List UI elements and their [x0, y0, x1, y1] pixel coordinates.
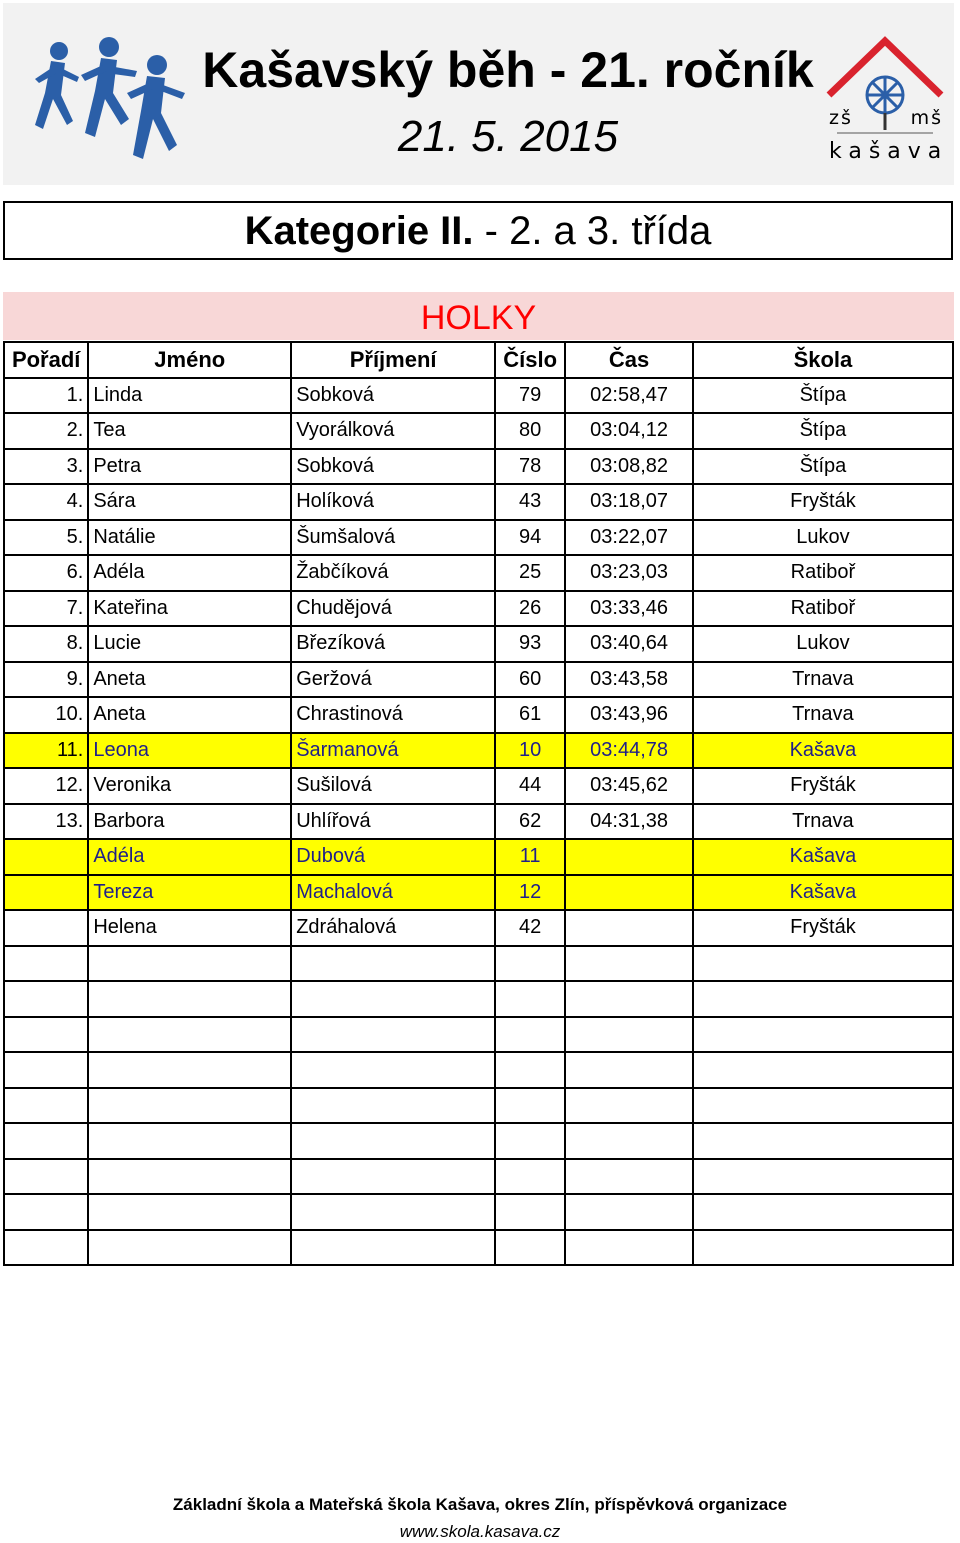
cell-poradi: [4, 981, 88, 1017]
cell-poradi: [4, 1017, 88, 1053]
cell-jmeno: Veronika: [88, 768, 291, 804]
cell-cas: 03:23,03: [565, 555, 693, 591]
cell-cas: [565, 981, 693, 1017]
cell-cas: 03:43,96: [565, 697, 693, 733]
table-row: [4, 626, 953, 662]
page-title: [193, 41, 823, 99]
cell-prijmeni: Vyorálková: [291, 413, 495, 449]
table-row: [4, 520, 953, 556]
cell-prijmeni: [291, 1123, 495, 1159]
runners-icon: [21, 33, 191, 168]
results-table: [3, 341, 954, 1266]
cell-skola: Ratiboř: [693, 555, 953, 591]
cell-skola: [693, 1159, 953, 1195]
cell-poradi: 10.: [4, 697, 88, 733]
cell-skola: Trnava: [693, 697, 953, 733]
table-row: [4, 662, 953, 698]
cell-cas: [565, 1017, 693, 1053]
cell-skola: Ratiboř: [693, 591, 953, 627]
cell-cislo: 60: [495, 662, 565, 698]
cell-skola: Fryšták: [693, 768, 953, 804]
cell-cislo: 26: [495, 591, 565, 627]
cell-cislo: [495, 1088, 565, 1124]
cell-skola: Kašava: [693, 733, 953, 769]
table-row: [4, 484, 953, 520]
cell-prijmeni: Zdráhalová: [291, 910, 495, 946]
table-row: [4, 1230, 953, 1266]
column-header-cislo: Číslo: [495, 342, 565, 378]
table-row: [4, 946, 953, 982]
cell-cas: 03:18,07: [565, 484, 693, 520]
table-row: [4, 697, 953, 733]
cell-prijmeni: Sobková: [291, 449, 495, 485]
cell-skola: Fryšták: [693, 484, 953, 520]
cell-prijmeni: [291, 1052, 495, 1088]
cell-cislo: [495, 1194, 565, 1230]
cell-poradi: [4, 875, 88, 911]
table-row: [4, 804, 953, 840]
table-row: [4, 1052, 953, 1088]
column-header-jmeno: Jméno: [88, 342, 291, 378]
cell-jmeno: [88, 1052, 291, 1088]
cell-prijmeni: Žabčíková: [291, 555, 495, 591]
cell-poradi: 13.: [4, 804, 88, 840]
cell-cislo: 44: [495, 768, 565, 804]
cell-prijmeni: Šumšalová: [291, 520, 495, 556]
cell-poradi: 7.: [4, 591, 88, 627]
cell-poradi: [4, 1088, 88, 1124]
cell-prijmeni: [291, 1159, 495, 1195]
cell-skola: Kašava: [693, 875, 953, 911]
table-row: [4, 1159, 953, 1195]
cell-skola: Štípa: [693, 449, 953, 485]
results-body: [4, 378, 953, 1266]
cell-cas: 03:40,64: [565, 626, 693, 662]
table-row: [4, 1088, 953, 1124]
cell-skola: Štípa: [693, 378, 953, 414]
cell-jmeno: Adéla: [88, 839, 291, 875]
cell-prijmeni: Uhlířová: [291, 804, 495, 840]
cell-skola: Kašava: [693, 839, 953, 875]
cell-prijmeni: [291, 1230, 495, 1266]
cell-prijmeni: Chrastinová: [291, 697, 495, 733]
cell-jmeno: [88, 1088, 291, 1124]
cell-cas: [565, 946, 693, 982]
cell-cas: [565, 1194, 693, 1230]
table-row: [4, 413, 953, 449]
cell-skola: Štípa: [693, 413, 953, 449]
cell-skola: [693, 981, 953, 1017]
table-row: [4, 449, 953, 485]
cell-jmeno: Helena: [88, 910, 291, 946]
cell-skola: Trnava: [693, 662, 953, 698]
header-banner: [3, 3, 954, 185]
school-logo: [825, 35, 949, 165]
cell-cislo: 80: [495, 413, 565, 449]
footer-school: Základní škola a Mateřská škola Kašava, okres Zlín, příspěvková organizace: [172, 1495, 788, 1514]
cell-cas: 03:22,07: [565, 520, 693, 556]
table-row: [4, 555, 953, 591]
cell-prijmeni: Sušilová: [291, 768, 495, 804]
cell-cas: [565, 875, 693, 911]
cell-prijmeni: Sobková: [291, 378, 495, 414]
table-row: [4, 591, 953, 627]
cell-jmeno: Aneta: [88, 662, 291, 698]
cell-poradi: [4, 1123, 88, 1159]
cell-prijmeni: Geržová: [291, 662, 495, 698]
table-row: [4, 378, 953, 414]
cell-skola: [693, 1052, 953, 1088]
cell-jmeno: Natálie: [88, 520, 291, 556]
cell-skola: [693, 1123, 953, 1159]
cell-prijmeni: Šarmanová: [291, 733, 495, 769]
cell-cas: 03:45,62: [565, 768, 693, 804]
cell-cas: 04:31,38: [565, 804, 693, 840]
footer-web-link[interactable]: www.skola.kasava.cz: [399, 1522, 561, 1541]
cell-skola: [693, 1230, 953, 1266]
table-row: [4, 1123, 953, 1159]
cell-poradi: 4.: [4, 484, 88, 520]
group-title: HOLKY: [3, 292, 954, 340]
cell-poradi: 6.: [4, 555, 88, 591]
table-row: [4, 981, 953, 1017]
cell-cislo: [495, 1230, 565, 1266]
cell-cislo: 11: [495, 839, 565, 875]
column-header-skola: Škola: [693, 342, 953, 378]
cell-prijmeni: [291, 946, 495, 982]
table-row: [4, 839, 953, 875]
logo-text-bottom: kašava: [829, 139, 949, 164]
cell-poradi: 12.: [4, 768, 88, 804]
column-header-poradi: Pořadí: [4, 342, 88, 378]
cell-cislo: [495, 981, 565, 1017]
cell-cas: 03:44,78: [565, 733, 693, 769]
cell-poradi: 1.: [4, 378, 88, 414]
cell-cas: [565, 839, 693, 875]
cell-jmeno: [88, 1194, 291, 1230]
cell-poradi: 2.: [4, 413, 88, 449]
table-row: [4, 1194, 953, 1230]
cell-cislo: 10: [495, 733, 565, 769]
cell-cas: 03:33,46: [565, 591, 693, 627]
table-row: [4, 875, 953, 911]
logo-text-left: zš: [829, 107, 853, 129]
cell-skola: [693, 1088, 953, 1124]
cell-skola: Fryšták: [693, 910, 953, 946]
cell-jmeno: Tereza: [88, 875, 291, 911]
cell-cislo: [495, 946, 565, 982]
cell-jmeno: Tea: [88, 413, 291, 449]
cell-prijmeni: Holíková: [291, 484, 495, 520]
table-row: [4, 768, 953, 804]
title-main: Kašavský běh - 21. ročník: [202, 42, 814, 98]
column-header-prijmeni: Příjmení: [291, 342, 495, 378]
cell-cislo: [495, 1017, 565, 1053]
cell-jmeno: Lucie: [88, 626, 291, 662]
cell-cas: [565, 1052, 693, 1088]
cell-cislo: [495, 1052, 565, 1088]
cell-prijmeni: [291, 1088, 495, 1124]
cell-jmeno: [88, 1017, 291, 1053]
cell-cislo: 93: [495, 626, 565, 662]
cell-poradi: [4, 839, 88, 875]
cell-jmeno: [88, 981, 291, 1017]
cell-poradi: [4, 946, 88, 982]
column-header-cas: Čas: [565, 342, 693, 378]
cell-prijmeni: Březíková: [291, 626, 495, 662]
table-row: [4, 910, 953, 946]
cell-skola: [693, 1194, 953, 1230]
cell-cas: 03:08,82: [565, 449, 693, 485]
cell-poradi: 8.: [4, 626, 88, 662]
cell-prijmeni: Chudějová: [291, 591, 495, 627]
cell-skola: Trnava: [693, 804, 953, 840]
cell-jmeno: Petra: [88, 449, 291, 485]
cell-poradi: [4, 1159, 88, 1195]
cell-cas: 03:04,12: [565, 413, 693, 449]
cell-cislo: 25: [495, 555, 565, 591]
cell-cislo: 79: [495, 378, 565, 414]
cell-cislo: 78: [495, 449, 565, 485]
cell-skola: [693, 946, 953, 982]
cell-jmeno: [88, 1123, 291, 1159]
cell-skola: Lukov: [693, 520, 953, 556]
cell-cislo: 94: [495, 520, 565, 556]
cell-cislo: 12: [495, 875, 565, 911]
cell-cas: 02:58,47: [565, 378, 693, 414]
cell-jmeno: Leona: [88, 733, 291, 769]
event-date: 21. 5. 2015: [397, 112, 619, 161]
cell-cislo: 61: [495, 697, 565, 733]
cell-poradi: 9.: [4, 662, 88, 698]
cell-jmeno: [88, 1159, 291, 1195]
cell-cas: [565, 1123, 693, 1159]
cell-cislo: [495, 1159, 565, 1195]
cell-jmeno: Barbora: [88, 804, 291, 840]
category-name: Kategorie II.: [244, 209, 474, 253]
cell-jmeno: Aneta: [88, 697, 291, 733]
cell-jmeno: Adéla: [88, 555, 291, 591]
cell-skola: [693, 1017, 953, 1053]
category-grades: - 2. a 3. třída: [473, 209, 712, 253]
cell-cas: 03:43,58: [565, 662, 693, 698]
cell-cislo: 62: [495, 804, 565, 840]
cell-poradi: 11.: [4, 733, 88, 769]
cell-jmeno: Linda: [88, 378, 291, 414]
cell-jmeno: [88, 1230, 291, 1266]
cell-cas: [565, 1088, 693, 1124]
cell-cislo: 43: [495, 484, 565, 520]
cell-prijmeni: [291, 1194, 495, 1230]
cell-prijmeni: [291, 1017, 495, 1053]
cell-poradi: [4, 1194, 88, 1230]
logo-text-right: mš: [910, 107, 943, 129]
cell-cislo: 42: [495, 910, 565, 946]
table-row: [4, 1017, 953, 1053]
cell-poradi: [4, 910, 88, 946]
cell-jmeno: Sára: [88, 484, 291, 520]
cell-poradi: 5.: [4, 520, 88, 556]
cell-prijmeni: [291, 981, 495, 1017]
cell-skola: Lukov: [693, 626, 953, 662]
cell-cas: [565, 1230, 693, 1266]
cell-cislo: [495, 1123, 565, 1159]
table-header-row: [4, 342, 953, 378]
category-heading: [3, 201, 953, 260]
cell-prijmeni: Machalová: [291, 875, 495, 911]
cell-poradi: 3.: [4, 449, 88, 485]
cell-prijmeni: Dubová: [291, 839, 495, 875]
cell-cas: [565, 1159, 693, 1195]
cell-jmeno: [88, 946, 291, 982]
cell-poradi: [4, 1052, 88, 1088]
cell-cas: [565, 910, 693, 946]
cell-jmeno: Kateřina: [88, 591, 291, 627]
cell-poradi: [4, 1230, 88, 1266]
table-row: [4, 733, 953, 769]
